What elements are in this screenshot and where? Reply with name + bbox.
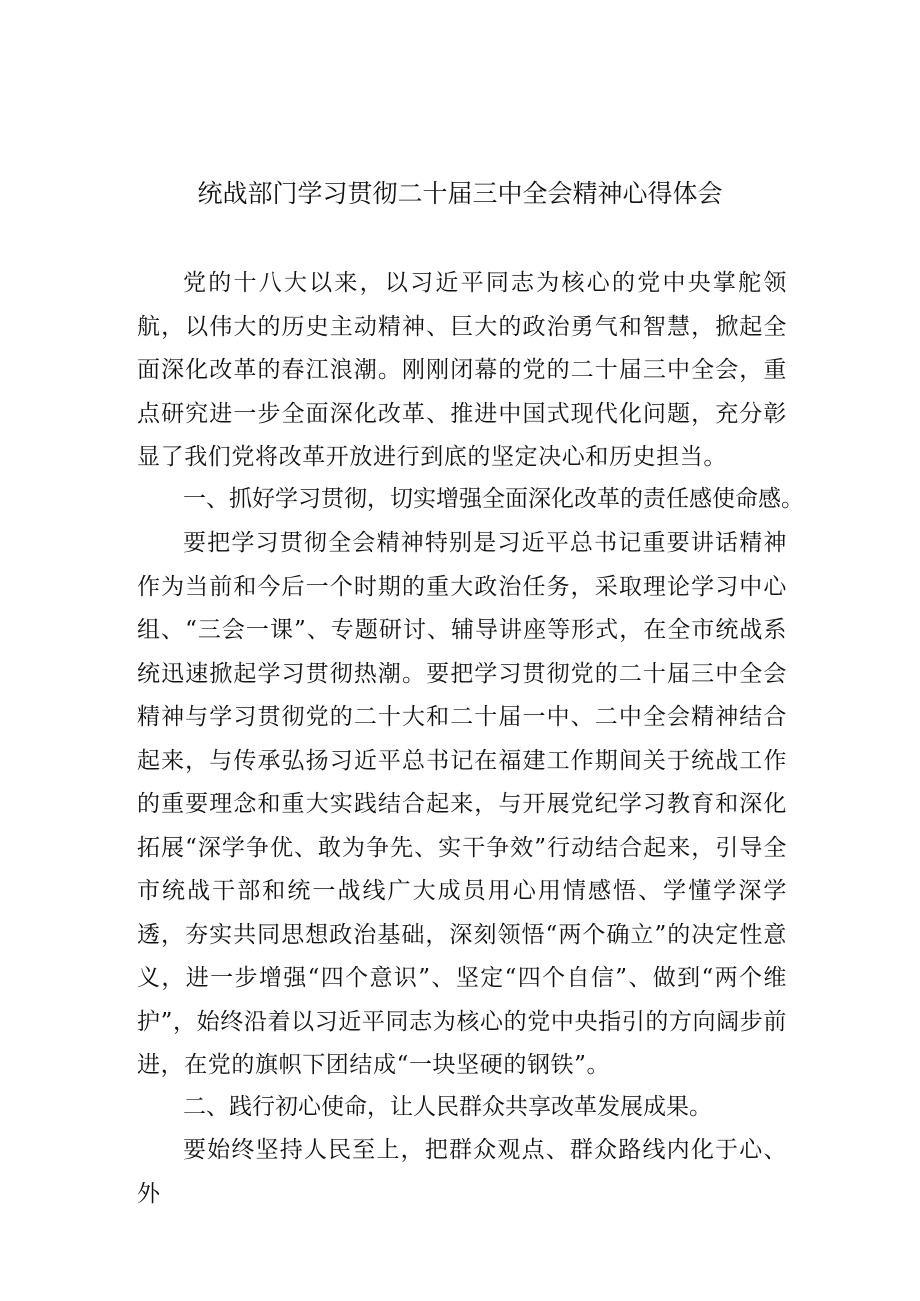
paragraph-section-2: 要始终坚持人民至上，把群众观点、群众路线内化于心、外	[137, 1137, 787, 1207]
paragraph-section-1: 要把学习贯彻全会精神特别是习近平总书记重要讲话精神作为当前和今后一个时期的重大政治任务，采取理论学习中心组、“三会一课”、专题研讨、辅导讲座等形式，在全市统战系统迅速掀起学习贯彻热潮。要把学习贯彻党的二十届三中全会精神与学习贯彻党的二十大和二十届一中、二中全会精神结合起来，与传承弘扬习近平总书记在福建工作期间关于统战工作的重要理念和重大实践结合起来，与开展党纪学习教育和深化拓展“深学争优、敢为争先、实干争效”行动结合起来，引导全市统战干部和统一战线广大成员用心用情感悟、学懂学深学透，夯实共同思想政治基础，深刻领悟“两个确立”的决定性意义，进一步增强“四个意识”、坚定“四个自信”、做到“两个维护”，始终沿着以习近平同志为核心的党中央指引的方向阔步前进，在党的旗帜下团结成“一块坚硬的钢铁”。	[137, 530, 787, 1078]
section-heading-1: 一、抓好学习贯彻，切实增强全面深化改革的责任感使命感。	[183, 486, 804, 512]
section-heading-2: 二、践行初心使命，让人民群众共享改革发展成果。	[183, 1094, 712, 1120]
document-title: 统战部门学习贯彻二十届三中全会精神心得体会	[197, 179, 723, 208]
paragraph-intro: 党的十八大以来，以习近平同志为核心的党中央掌舵领航，以伟大的历史主动精神、巨大的政治勇气和智慧，掀起全面深化改革的春江浪潮。刚刚闭幕的党的二十届三中全会，重点研究进一步全面深化改革、推进中国式现代化问题，充分彰显了我们党将改革开放进行到底的坚定决心和历史担当。	[137, 270, 787, 470]
